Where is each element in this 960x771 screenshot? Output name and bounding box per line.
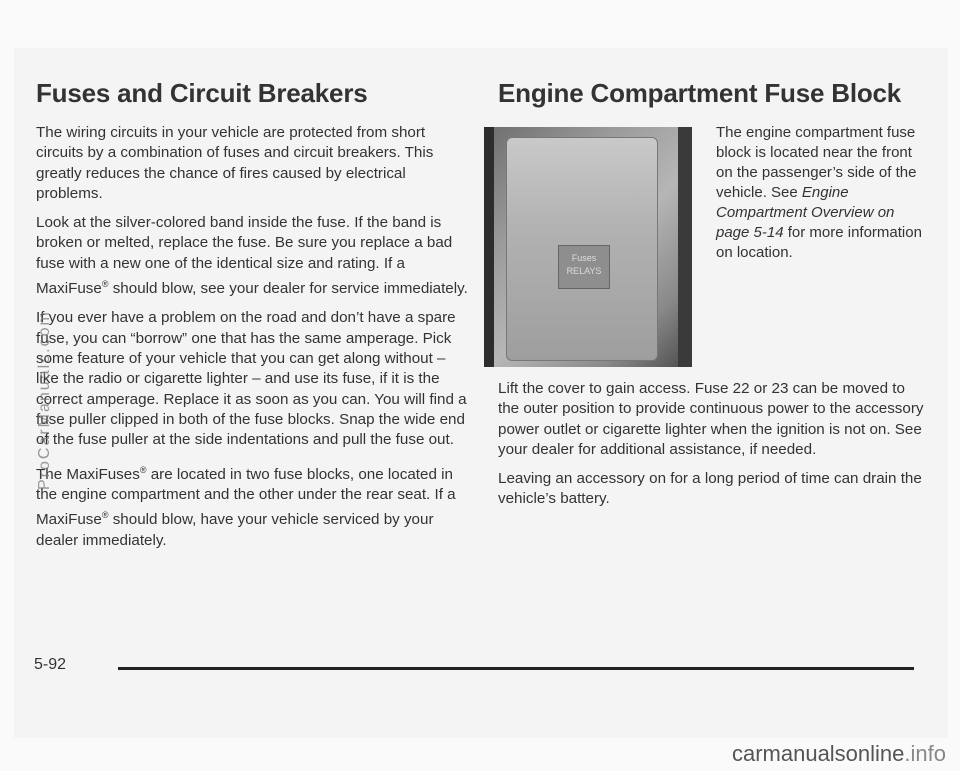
section-title-fuses: Fuses and Circuit Breakers [36,78,368,108]
text-span: The MaxiFuses [36,465,140,483]
paragraph-silver-band [36,213,468,299]
paragraph-borrow-fuse: If you ever have a problem on the road and don’t have a spare fuse, you can “borrow” one that has the same amperage. Pick some feature of your vehicle that you can get along without – like the radio or cigarette lighter – and use its fuse, if it is the correct amperage. Replace it as soon as you can. You will find a fuse puller clipped in both of the fuse blocks. Snap the wide end of the fuse puller at the side indentations and pull the fuse out. [36,309,467,449]
cross-reference: Engine Compartment Overview on page 5-14 [716,184,895,241]
paragraph-intro: The wiring circuits in your vehicle are protected from short circuits by a combination of fuses and circuit breakers. This greatly reduces the chance of fires caused by electrical problems. [36,124,434,202]
watermark-text: carmanualsonline [731,741,905,766]
watermark-suffix: .info [904,741,946,766]
text-span: are located in two fuse blocks, one located in the engine compartment and the other under the rear seat. If a MaxiFuse [36,465,456,529]
fuse-block-label: Fuses RELAYS [558,245,610,289]
photo-shadow-edge [678,127,692,367]
paragraph-lift-cover: Lift the cover to gain access. Fuse 22 or 23 can be moved to the outer position to provide continuous power to the accessory power outlet or cigarette lighter when the ignition is not on. See your dealer for additional assistance, if needed. [498,380,924,458]
figure-caption [716,123,930,272]
paragraph-location [716,123,930,263]
page-number: 5-92 [34,656,67,673]
footer-rule [118,667,914,670]
figure-row [498,123,928,369]
text-span: should blow, see your dealer for service immediately. [108,280,468,298]
paragraph-maxifuses [36,460,468,551]
text-span: should blow, have your vehicle serviced by your dealer immediately. [36,511,434,549]
right-column [498,78,928,519]
left-column [36,78,468,560]
text-span: The engine compartment fuse block is located near the front on the passenger’s side of the vehicle. See [716,124,917,201]
fuse-block-photo [484,127,692,367]
registered-mark: ® [101,279,109,290]
side-watermark: ProCarManuals.com [36,310,53,490]
paragraph-battery-drain: Leaving an accessory on for a long period of time can drain the vehicle’s battery. [498,470,922,508]
photo-shadow-edge [484,127,494,367]
site-watermark [732,741,946,767]
registered-mark: ® [101,510,109,521]
text-span: Look at the silver-colored band inside the fuse. If the band is broken or melted, replace the fuse. Be sure you replace a bad fuse with a new one of the identical size and rating. If a MaxiFuse [36,214,453,298]
registered-mark: ® [139,464,147,475]
section-title-engine-fuse-block: Engine Compartment Fuse Block [498,78,902,108]
text-span: for more information on location. [716,224,922,261]
